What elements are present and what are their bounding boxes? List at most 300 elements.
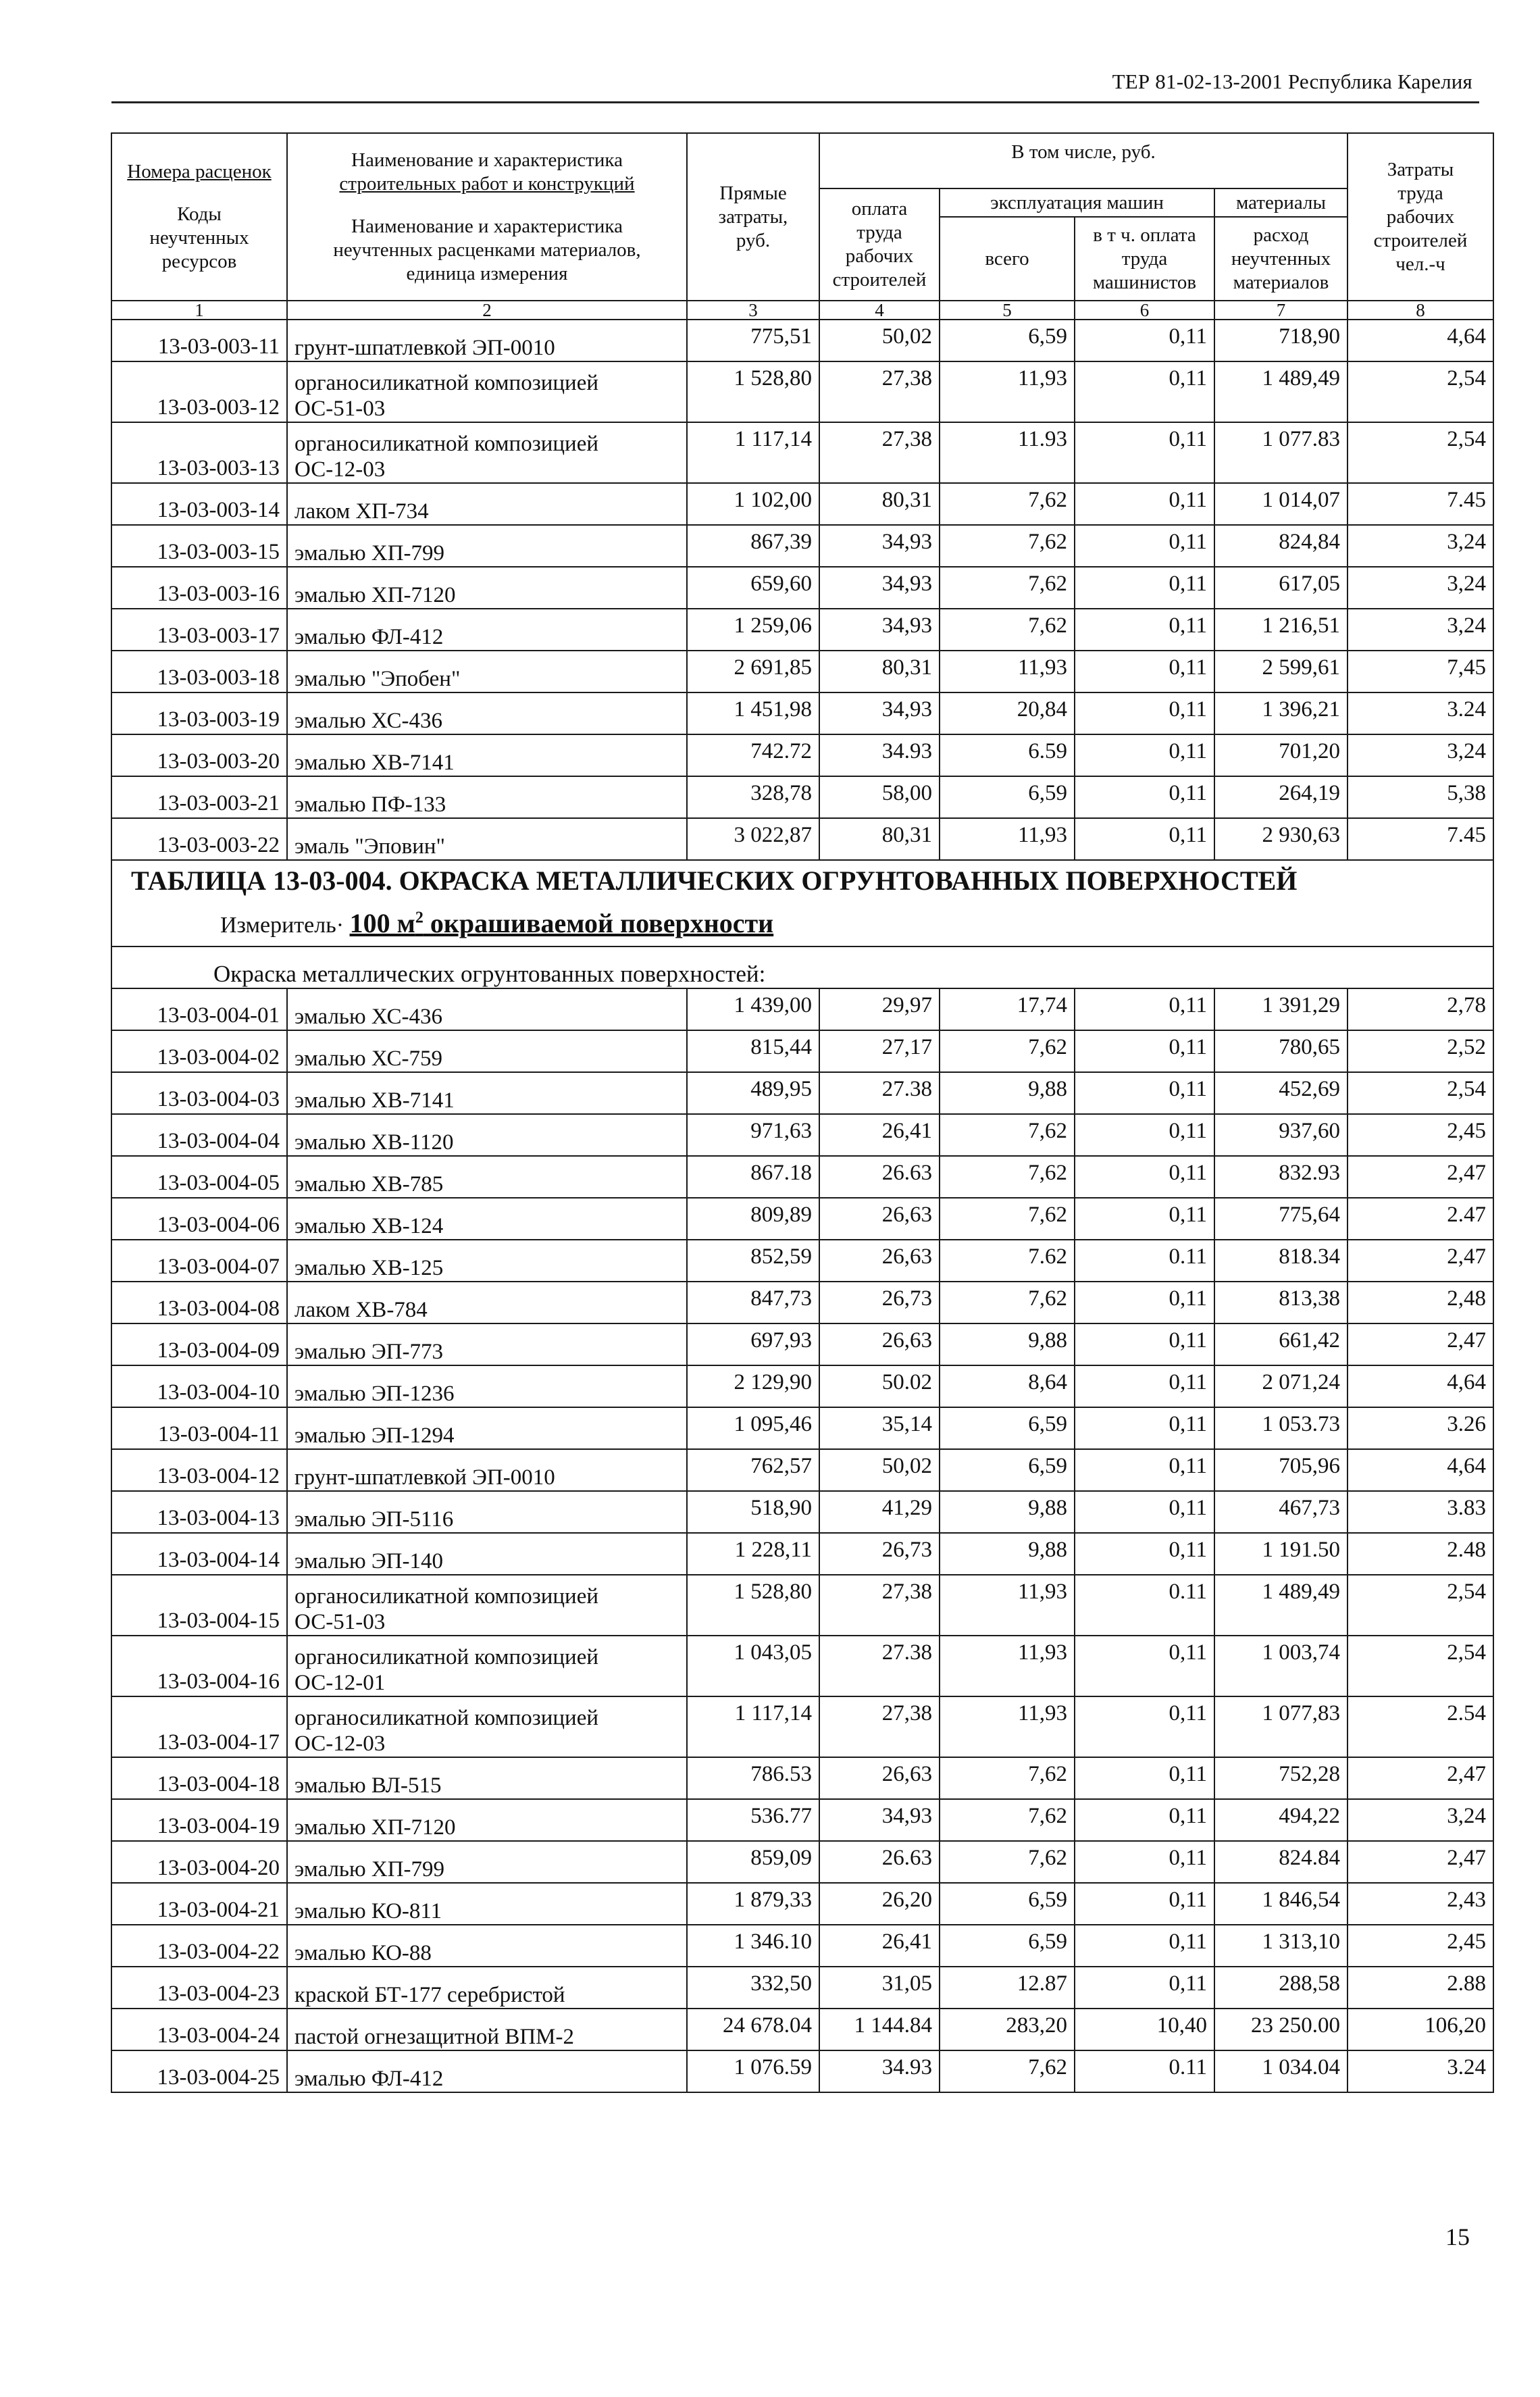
machines-total: 6,59 (940, 1883, 1075, 1925)
measure-label: Измеритель· (220, 913, 344, 938)
table-row (111, 1240, 1493, 1282)
column-number: 5 (940, 301, 1075, 320)
header-codes: Номера расценок Коды неучтенных ресурсов (111, 133, 287, 301)
materials-cost: 775,64 (1214, 1198, 1348, 1240)
table-row (111, 1407, 1493, 1449)
work-name-line: эмалью ХП-7120 (294, 1815, 456, 1840)
work-name-line: эмалью ЭП-140 (294, 1549, 443, 1573)
wages: 34.93 (819, 734, 940, 776)
table-row (111, 651, 1493, 692)
work-name-line: эмалью ХС-759 (294, 1046, 442, 1071)
rate-code: 13-03-004-25 (111, 2050, 287, 2092)
table-row (111, 1841, 1493, 1883)
labor-hours: 2,54 (1348, 1575, 1493, 1636)
machinists-wages: 0,11 (1075, 776, 1214, 818)
work-name (287, 1072, 687, 1114)
labor-hours: 3,24 (1348, 567, 1493, 609)
work-name (287, 988, 687, 1030)
work-name-line: эмалью ПФ-133 (294, 792, 446, 817)
machines-total: 9,88 (940, 1323, 1075, 1365)
materials-cost: 1 014,07 (1214, 483, 1348, 525)
materials-cost: 780,65 (1214, 1030, 1348, 1072)
machines-total: 11,93 (940, 651, 1075, 692)
rate-code: 13-03-004-03 (111, 1072, 287, 1114)
direct-costs: 489,95 (687, 1072, 819, 1114)
table-row (111, 422, 1493, 483)
direct-costs: 867.18 (687, 1156, 819, 1198)
rate-code: 13-03-003-13 (111, 422, 287, 483)
machinists-wages: 0,11 (1075, 1533, 1214, 1575)
table-row (111, 1282, 1493, 1323)
work-name-line: эмаль "Эповин" (294, 834, 446, 859)
direct-costs: 859,09 (687, 1841, 819, 1883)
rate-code: 13-03-004-15 (111, 1575, 287, 1636)
direct-costs: 1 259,06 (687, 609, 819, 651)
work-name (287, 692, 687, 734)
materials-cost: 824,84 (1214, 525, 1348, 567)
wages: 26,20 (819, 1883, 940, 1925)
machines-total: 7,62 (940, 1799, 1075, 1841)
direct-costs: 2 691,85 (687, 651, 819, 692)
rate-code: 13-03-004-10 (111, 1365, 287, 1407)
table-row (111, 1156, 1493, 1198)
rate-code: 13-03-003-14 (111, 483, 287, 525)
materials-cost: 1 053.73 (1214, 1407, 1348, 1449)
work-name (287, 1449, 687, 1491)
table-row (111, 734, 1493, 776)
work-name-line: ОС-12-01 (294, 1671, 386, 1695)
direct-costs: 786.53 (687, 1757, 819, 1799)
wages: 29,97 (819, 988, 940, 1030)
wages: 26,63 (819, 1198, 940, 1240)
machinists-wages: 0.11 (1075, 1240, 1214, 1282)
header-name: Наименование и характеристика строительных работ и конструкций Наименование и характеристика неучтенных расценками материалов, единица измерения (287, 133, 687, 301)
column-number: 3 (687, 301, 819, 320)
work-name-line: органосиликатной композицией (294, 432, 599, 456)
rate-code: 13-03-004-11 (111, 1407, 287, 1449)
wages: 1 144.84 (819, 2009, 940, 2050)
table-row (111, 1696, 1493, 1757)
work-name (287, 1365, 687, 1407)
wages: 80,31 (819, 651, 940, 692)
wages: 50,02 (819, 1449, 940, 1491)
labor-hours: 3,24 (1348, 734, 1493, 776)
machines-total: 7,62 (940, 1114, 1075, 1156)
table-row (111, 1757, 1493, 1799)
table-row (111, 567, 1493, 609)
direct-costs: 847,73 (687, 1282, 819, 1323)
table-row (111, 2050, 1493, 2092)
measure-unit (119, 907, 1486, 939)
labor-hours: 3,24 (1348, 1799, 1493, 1841)
rate-code: 13-03-004-13 (111, 1491, 287, 1533)
machinists-wages: 0,11 (1075, 320, 1214, 361)
table-row (111, 1575, 1493, 1636)
rate-code: 13-03-004-19 (111, 1799, 287, 1841)
wages: 27,38 (819, 422, 940, 483)
materials-cost: 1 216,51 (1214, 609, 1348, 651)
work-name-line: ОС-12-03 (294, 1732, 386, 1756)
machines-total: 8,64 (940, 1365, 1075, 1407)
wages: 26.63 (819, 1841, 940, 1883)
direct-costs: 1 528,80 (687, 1575, 819, 1636)
machines-total: 6,59 (940, 1407, 1075, 1449)
materials-cost: 705,96 (1214, 1449, 1348, 1491)
header-codes-top: Номера расценок (127, 161, 272, 182)
work-name-line: органосиликатной композицией (294, 1645, 599, 1669)
work-name-line: эмалью ХВ-124 (294, 1214, 444, 1238)
column-numbers-row (111, 301, 1493, 320)
machinists-wages: 0,11 (1075, 988, 1214, 1030)
labor-hours: 2,45 (1348, 1114, 1493, 1156)
direct-costs: 332,50 (687, 1967, 819, 2009)
materials-cost: 1 391,29 (1214, 988, 1348, 1030)
work-name (287, 1533, 687, 1575)
work-name (287, 320, 687, 361)
direct-costs: 762,57 (687, 1449, 819, 1491)
rate-code: 13-03-004-14 (111, 1533, 287, 1575)
work-name-line: эмалью ХП-7120 (294, 583, 456, 607)
direct-costs: 742.72 (687, 734, 819, 776)
rate-code: 13-03-003-21 (111, 776, 287, 818)
work-name (287, 1323, 687, 1365)
work-name-line: эмалью ВЛ-515 (294, 1773, 442, 1798)
rate-code: 13-03-004-22 (111, 1925, 287, 1967)
table-row (111, 692, 1493, 734)
column-number: 7 (1214, 301, 1348, 320)
direct-costs: 659,60 (687, 567, 819, 609)
machines-total: 11,93 (940, 1636, 1075, 1696)
rate-code: 13-03-004-21 (111, 1883, 287, 1925)
materials-cost: 467,73 (1214, 1491, 1348, 1533)
direct-costs: 2 129,90 (687, 1365, 819, 1407)
machinists-wages: 0,11 (1075, 692, 1214, 734)
direct-costs: 3 022,87 (687, 818, 819, 860)
table-row (111, 1636, 1493, 1696)
machinists-wages: 0,11 (1075, 483, 1214, 525)
work-name (287, 1114, 687, 1156)
wages: 27,38 (819, 1575, 940, 1636)
header-machines: эксплуатация машин (940, 188, 1214, 217)
labor-hours: 2,54 (1348, 1072, 1493, 1114)
materials-cost: 937,60 (1214, 1114, 1348, 1156)
wages: 34,93 (819, 1799, 940, 1841)
direct-costs: 1 439,00 (687, 988, 819, 1030)
machines-total: 283,20 (940, 2009, 1075, 2050)
labor-hours: 4,64 (1348, 1449, 1493, 1491)
work-name-line: ОС-12-03 (294, 457, 386, 482)
direct-costs: 1 043,05 (687, 1636, 819, 1696)
work-name-line: эмалью ХВ-7141 (294, 1088, 455, 1113)
work-name (287, 1198, 687, 1240)
machines-total: 6,59 (940, 320, 1075, 361)
labor-hours: 5,38 (1348, 776, 1493, 818)
materials-cost: 1 313,10 (1214, 1925, 1348, 1967)
labor-hours: 2.47 (1348, 1198, 1493, 1240)
machinists-wages: 0,11 (1075, 1925, 1214, 1967)
labor-hours: 2,78 (1348, 988, 1493, 1030)
table-row (111, 776, 1493, 818)
work-name-line: эмалью ЭП-1294 (294, 1423, 455, 1448)
labor-hours: 3.24 (1348, 2050, 1493, 2092)
rates-table (111, 132, 1494, 2093)
work-name (287, 1575, 687, 1636)
header-rule (111, 101, 1479, 103)
table-row (111, 1030, 1493, 1072)
labor-hours: 2,47 (1348, 1323, 1493, 1365)
materials-cost: 452,69 (1214, 1072, 1348, 1114)
machines-total: 6.59 (940, 734, 1075, 776)
wages: 26,63 (819, 1757, 940, 1799)
table-row (111, 2009, 1493, 2050)
machinists-wages: 0,11 (1075, 1967, 1214, 2009)
machines-total: 7,62 (940, 609, 1075, 651)
labor-hours: 2,43 (1348, 1883, 1493, 1925)
column-number: 4 (819, 301, 940, 320)
machines-total: 20,84 (940, 692, 1075, 734)
machines-total: 7,62 (940, 1198, 1075, 1240)
work-name (287, 1757, 687, 1799)
work-name-line: краской БТ-177 серебристой (294, 1983, 565, 2007)
materials-cost: 264,19 (1214, 776, 1348, 818)
wages: 34,93 (819, 609, 940, 651)
direct-costs: 1 117,14 (687, 422, 819, 483)
wages: 41,29 (819, 1491, 940, 1533)
machines-total: 7,62 (940, 567, 1075, 609)
table-row (111, 609, 1493, 651)
labor-hours: 2.54 (1348, 1696, 1493, 1757)
direct-costs: 867,39 (687, 525, 819, 567)
materials-cost: 718,90 (1214, 320, 1348, 361)
wages: 26,73 (819, 1282, 940, 1323)
work-name-line: эмалью ЭП-773 (294, 1340, 443, 1364)
rows-after (111, 988, 1493, 2092)
measure-value: 100 $м^2$ окрашиваемой поверхности (349, 908, 774, 938)
work-name-line: эмалью "Эпобен" (294, 667, 461, 691)
wages: 80,31 (819, 483, 940, 525)
rate-code: 13-03-004-17 (111, 1696, 287, 1757)
work-name-line: эмалью ХС-436 (294, 709, 442, 733)
table-row (111, 1533, 1493, 1575)
work-name-line: грунт-шпатлевкой ЭП-0010 (294, 336, 555, 360)
materials-cost: 813,38 (1214, 1282, 1348, 1323)
section-heading: Окраска металлических огрунтованных поверхностей: (111, 947, 1493, 988)
machinists-wages: 0,11 (1075, 1156, 1214, 1198)
header-wages: оплата труда рабочих строителей (819, 188, 940, 301)
wages: 34,93 (819, 525, 940, 567)
machinists-wages: 0,11 (1075, 361, 1214, 422)
machinists-wages: 0,11 (1075, 1757, 1214, 1799)
materials-cost: 1 003,74 (1214, 1636, 1348, 1696)
header-materials-consumption: расход неучтенных материалов (1214, 217, 1348, 301)
header-materials: материалы (1214, 188, 1348, 217)
labor-hours: 2,47 (1348, 1841, 1493, 1883)
machines-total: 7.62 (940, 1240, 1075, 1282)
rate-code: 13-03-003-19 (111, 692, 287, 734)
wages: 26,73 (819, 1533, 940, 1575)
work-name (287, 1030, 687, 1072)
wages: 58,00 (819, 776, 940, 818)
machinists-wages: 0,11 (1075, 1491, 1214, 1533)
materials-cost: 1 489,49 (1214, 361, 1348, 422)
table-row (111, 1491, 1493, 1533)
machines-total: 17,74 (940, 988, 1075, 1030)
header-machinists-wages: в т ч. оплата труда машинистов (1075, 217, 1214, 301)
labor-hours: 2,48 (1348, 1282, 1493, 1323)
machines-total: 7,62 (940, 1156, 1075, 1198)
materials-cost: 1 396,21 (1214, 692, 1348, 734)
direct-costs: 1 095,46 (687, 1407, 819, 1449)
work-name (287, 651, 687, 692)
work-name (287, 1799, 687, 1841)
rate-code: 13-03-004-20 (111, 1841, 287, 1883)
direct-costs: 328,78 (687, 776, 819, 818)
work-name (287, 1491, 687, 1533)
rate-code: 13-03-003-11 (111, 320, 287, 361)
work-name-line: ОС-51-03 (294, 1610, 386, 1634)
table-row (111, 361, 1493, 422)
materials-cost: 824.84 (1214, 1841, 1348, 1883)
materials-cost: 1 846,54 (1214, 1883, 1348, 1925)
labor-hours: 2.48 (1348, 1533, 1493, 1575)
work-name-line: ОС-51-03 (294, 397, 386, 421)
machinists-wages: 0,11 (1075, 1636, 1214, 1696)
work-name (287, 1407, 687, 1449)
work-name-line: эмалью ЭП-5116 (294, 1507, 454, 1532)
table-row (111, 1967, 1493, 2009)
materials-cost: 661,42 (1214, 1323, 1348, 1365)
labor-hours: 2,54 (1348, 361, 1493, 422)
work-name (287, 525, 687, 567)
machines-total: 11,93 (940, 1696, 1075, 1757)
machines-total: 7,62 (940, 525, 1075, 567)
work-name-line: эмалью ФЛ-412 (294, 2067, 444, 2091)
work-name-line: эмалью ХВ-785 (294, 1172, 444, 1196)
machines-total: 11,93 (940, 818, 1075, 860)
labor-hours: 2,45 (1348, 1925, 1493, 1967)
work-name (287, 1925, 687, 1967)
materials-cost: 288,58 (1214, 1967, 1348, 2009)
work-name-line: эмалью ФЛ-412 (294, 625, 444, 649)
table-row (111, 988, 1493, 1030)
wages: 34,93 (819, 567, 940, 609)
table-row (111, 1449, 1493, 1491)
work-name (287, 734, 687, 776)
work-name (287, 422, 687, 483)
rate-code: 13-03-003-22 (111, 818, 287, 860)
machinists-wages: 0,11 (1075, 525, 1214, 567)
wages: 27.38 (819, 1636, 940, 1696)
work-name-line: эмалью ХС-436 (294, 1005, 442, 1029)
materials-cost: 752,28 (1214, 1757, 1348, 1799)
direct-costs: 809,89 (687, 1198, 819, 1240)
rate-code: 13-03-004-07 (111, 1240, 287, 1282)
machinists-wages: 0,11 (1075, 567, 1214, 609)
machinists-wages: 0,11 (1075, 422, 1214, 483)
machinists-wages: 0,11 (1075, 1198, 1214, 1240)
rate-code: 13-03-003-15 (111, 525, 287, 567)
labor-hours: 3,24 (1348, 525, 1493, 567)
table-row (111, 1198, 1493, 1240)
machines-total: 7,62 (940, 1030, 1075, 1072)
table-row (111, 483, 1493, 525)
machines-total: 7,62 (940, 2050, 1075, 2092)
labor-hours: 7,45 (1348, 651, 1493, 692)
work-name-line: органосиликатной композицией (294, 1706, 599, 1730)
work-name-line: эмалью КО-88 (294, 1941, 432, 1965)
machines-total: 9,88 (940, 1072, 1075, 1114)
machines-total: 6,59 (940, 1925, 1075, 1967)
work-name (287, 1282, 687, 1323)
materials-cost: 2 930,63 (1214, 818, 1348, 860)
direct-costs: 971,63 (687, 1114, 819, 1156)
column-number: 8 (1348, 301, 1493, 320)
wages: 26,41 (819, 1114, 940, 1156)
machinists-wages: 0,11 (1075, 1841, 1214, 1883)
rate-code: 13-03-004-12 (111, 1449, 287, 1491)
wages: 80,31 (819, 818, 940, 860)
labor-hours: 7.45 (1348, 818, 1493, 860)
materials-cost: 832.93 (1214, 1156, 1348, 1198)
rate-code: 13-03-004-08 (111, 1282, 287, 1323)
work-name-line: эмалью ХВ-7141 (294, 751, 455, 775)
labor-hours: 7.45 (1348, 483, 1493, 525)
machinists-wages: 0,11 (1075, 1072, 1214, 1114)
machines-total: 11.93 (940, 422, 1075, 483)
labor-hours: 2,54 (1348, 422, 1493, 483)
materials-cost: 2 599,61 (1214, 651, 1348, 692)
wages: 27,38 (819, 1696, 940, 1757)
labor-hours: 3,24 (1348, 609, 1493, 651)
table-title: ТАБЛИЦА 13-03-004. ОКРАСКА МЕТАЛЛИЧЕСКИХ ОГРУНТОВАННЫХ ПОВЕРХНОСТЕЙ (131, 865, 1298, 896)
page-number: 15 (1445, 2223, 1470, 2250)
wages: 34.93 (819, 2050, 940, 2092)
machinists-wages: 0,11 (1075, 651, 1214, 692)
machinists-wages: 0,11 (1075, 1114, 1214, 1156)
machines-total: 7,62 (940, 483, 1075, 525)
table-004-heading (111, 860, 1493, 988)
materials-cost: 23 250.00 (1214, 2009, 1348, 2050)
labor-hours: 3.24 (1348, 692, 1493, 734)
work-name-line: грунт-шпатлевкой ЭП-0010 (294, 1465, 555, 1490)
rate-code: 13-03-004-04 (111, 1114, 287, 1156)
work-name (287, 483, 687, 525)
direct-costs: 518,90 (687, 1491, 819, 1533)
header-labor: Затраты труда рабочих строителей чел.-ч (1348, 133, 1493, 301)
rate-code: 13-03-004-01 (111, 988, 287, 1030)
table-row (111, 525, 1493, 567)
machinists-wages: 0,11 (1075, 1883, 1214, 1925)
labor-hours: 3.83 (1348, 1491, 1493, 1533)
header-including: В том числе, руб. (819, 133, 1348, 188)
machinists-wages: 10,40 (1075, 2009, 1214, 2050)
work-name (287, 609, 687, 651)
work-name (287, 1696, 687, 1757)
rate-code: 13-03-003-17 (111, 609, 287, 651)
wages: 50.02 (819, 1365, 940, 1407)
machinists-wages: 0,11 (1075, 1799, 1214, 1841)
labor-hours: 2,47 (1348, 1240, 1493, 1282)
table-title-cell (111, 860, 1493, 947)
materials-cost: 2 071,24 (1214, 1365, 1348, 1407)
rate-code: 13-03-004-16 (111, 1636, 287, 1696)
table-row (111, 1925, 1493, 1967)
wages: 31,05 (819, 1967, 940, 2009)
header-direct-costs: Прямые затраты, руб. (687, 133, 819, 301)
rate-code: 13-03-003-16 (111, 567, 287, 609)
labor-hours: 2,52 (1348, 1030, 1493, 1072)
rate-code: 13-03-004-05 (111, 1156, 287, 1198)
